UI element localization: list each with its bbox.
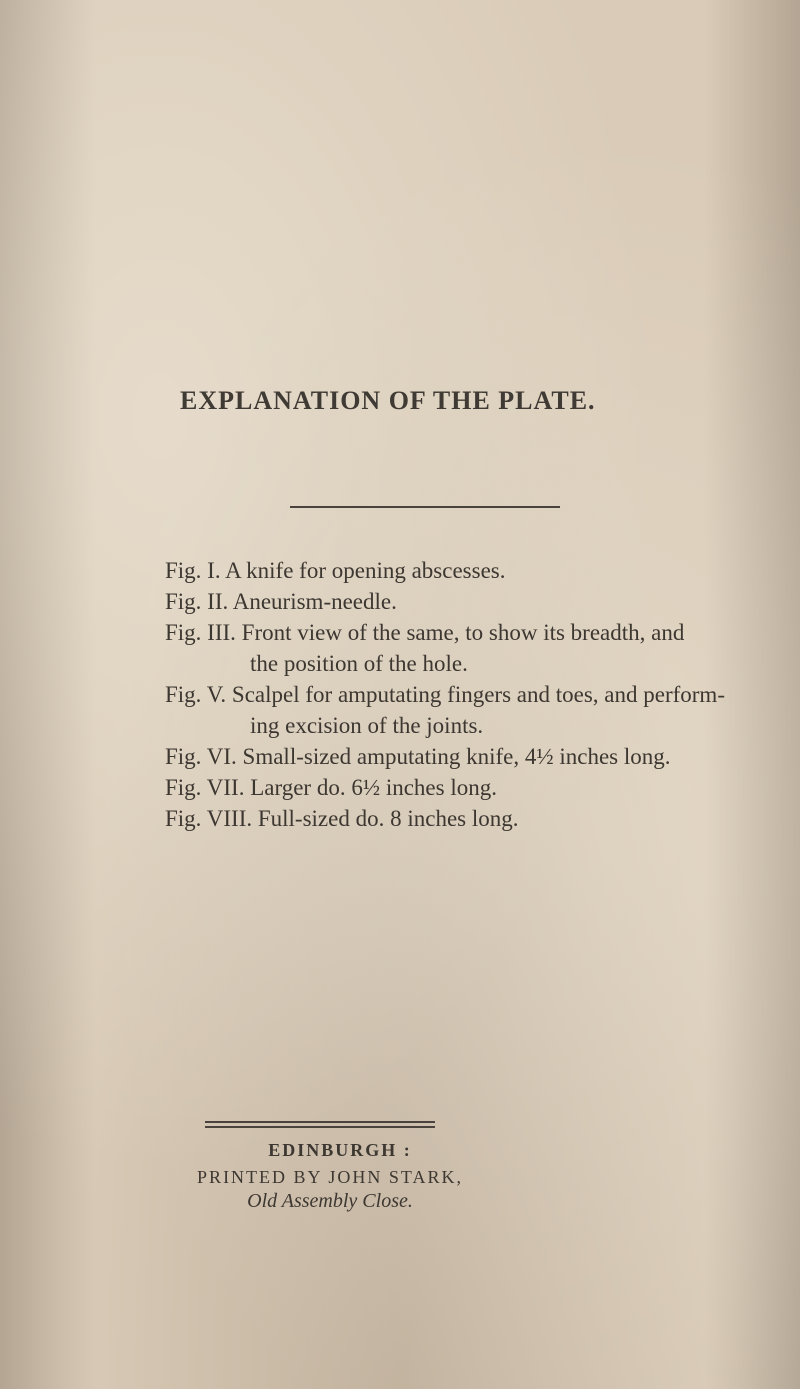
figure-item-2 — [165, 586, 765, 617]
figure-text: A knife for opening abscesses. — [225, 558, 506, 583]
figure-label: Fig. I. — [165, 558, 221, 583]
figure-label: Fig. V. — [165, 682, 227, 707]
figure-label: Fig. VII. — [165, 775, 245, 800]
figure-item-5 — [165, 679, 765, 741]
figure-label: Fig. VIII. — [165, 806, 253, 831]
title-rule — [290, 506, 560, 508]
imprint-rule-line — [205, 1121, 435, 1123]
figure-item-7 — [165, 772, 765, 803]
figure-list — [165, 555, 765, 834]
figure-text: Larger do. 6½ inches long. — [250, 775, 497, 800]
figure-item-8 — [165, 803, 765, 834]
imprint-place: Old Assembly Close. — [247, 1190, 413, 1212]
figure-label: Fig. VI. — [165, 744, 237, 769]
figure-text: Aneurism-needle. — [232, 589, 397, 614]
figure-text-continued: ing excision of the joints. — [250, 713, 484, 738]
figure-text: Front view of the same, to show its breadth, and — [241, 620, 685, 645]
figure-text: Small-sized amputating knife, 4½ inches long. — [242, 744, 671, 769]
figure-text: Full-sized do. 8 inches long. — [257, 806, 519, 831]
figure-item-3 — [165, 617, 765, 679]
imprint-printer: PRINTED BY JOHN STARK, — [197, 1167, 463, 1187]
page-title: EXPLANATION OF THE PLATE. — [180, 386, 596, 415]
figure-label: Fig. II. — [165, 589, 229, 614]
figure-label: Fig. III. — [165, 620, 236, 645]
figure-item-1 — [165, 555, 765, 586]
printer-imprint — [150, 1140, 510, 1213]
imprint-city: EDINBURGH : — [268, 1140, 412, 1160]
imprint-rule-line — [205, 1126, 435, 1128]
imprint-rule — [205, 1121, 435, 1131]
figure-text: Scalpel for amputating fingers and toes, and perform- — [231, 682, 725, 707]
figure-text-continued: the position of the hole. — [250, 651, 468, 676]
figure-item-6 — [165, 741, 765, 772]
